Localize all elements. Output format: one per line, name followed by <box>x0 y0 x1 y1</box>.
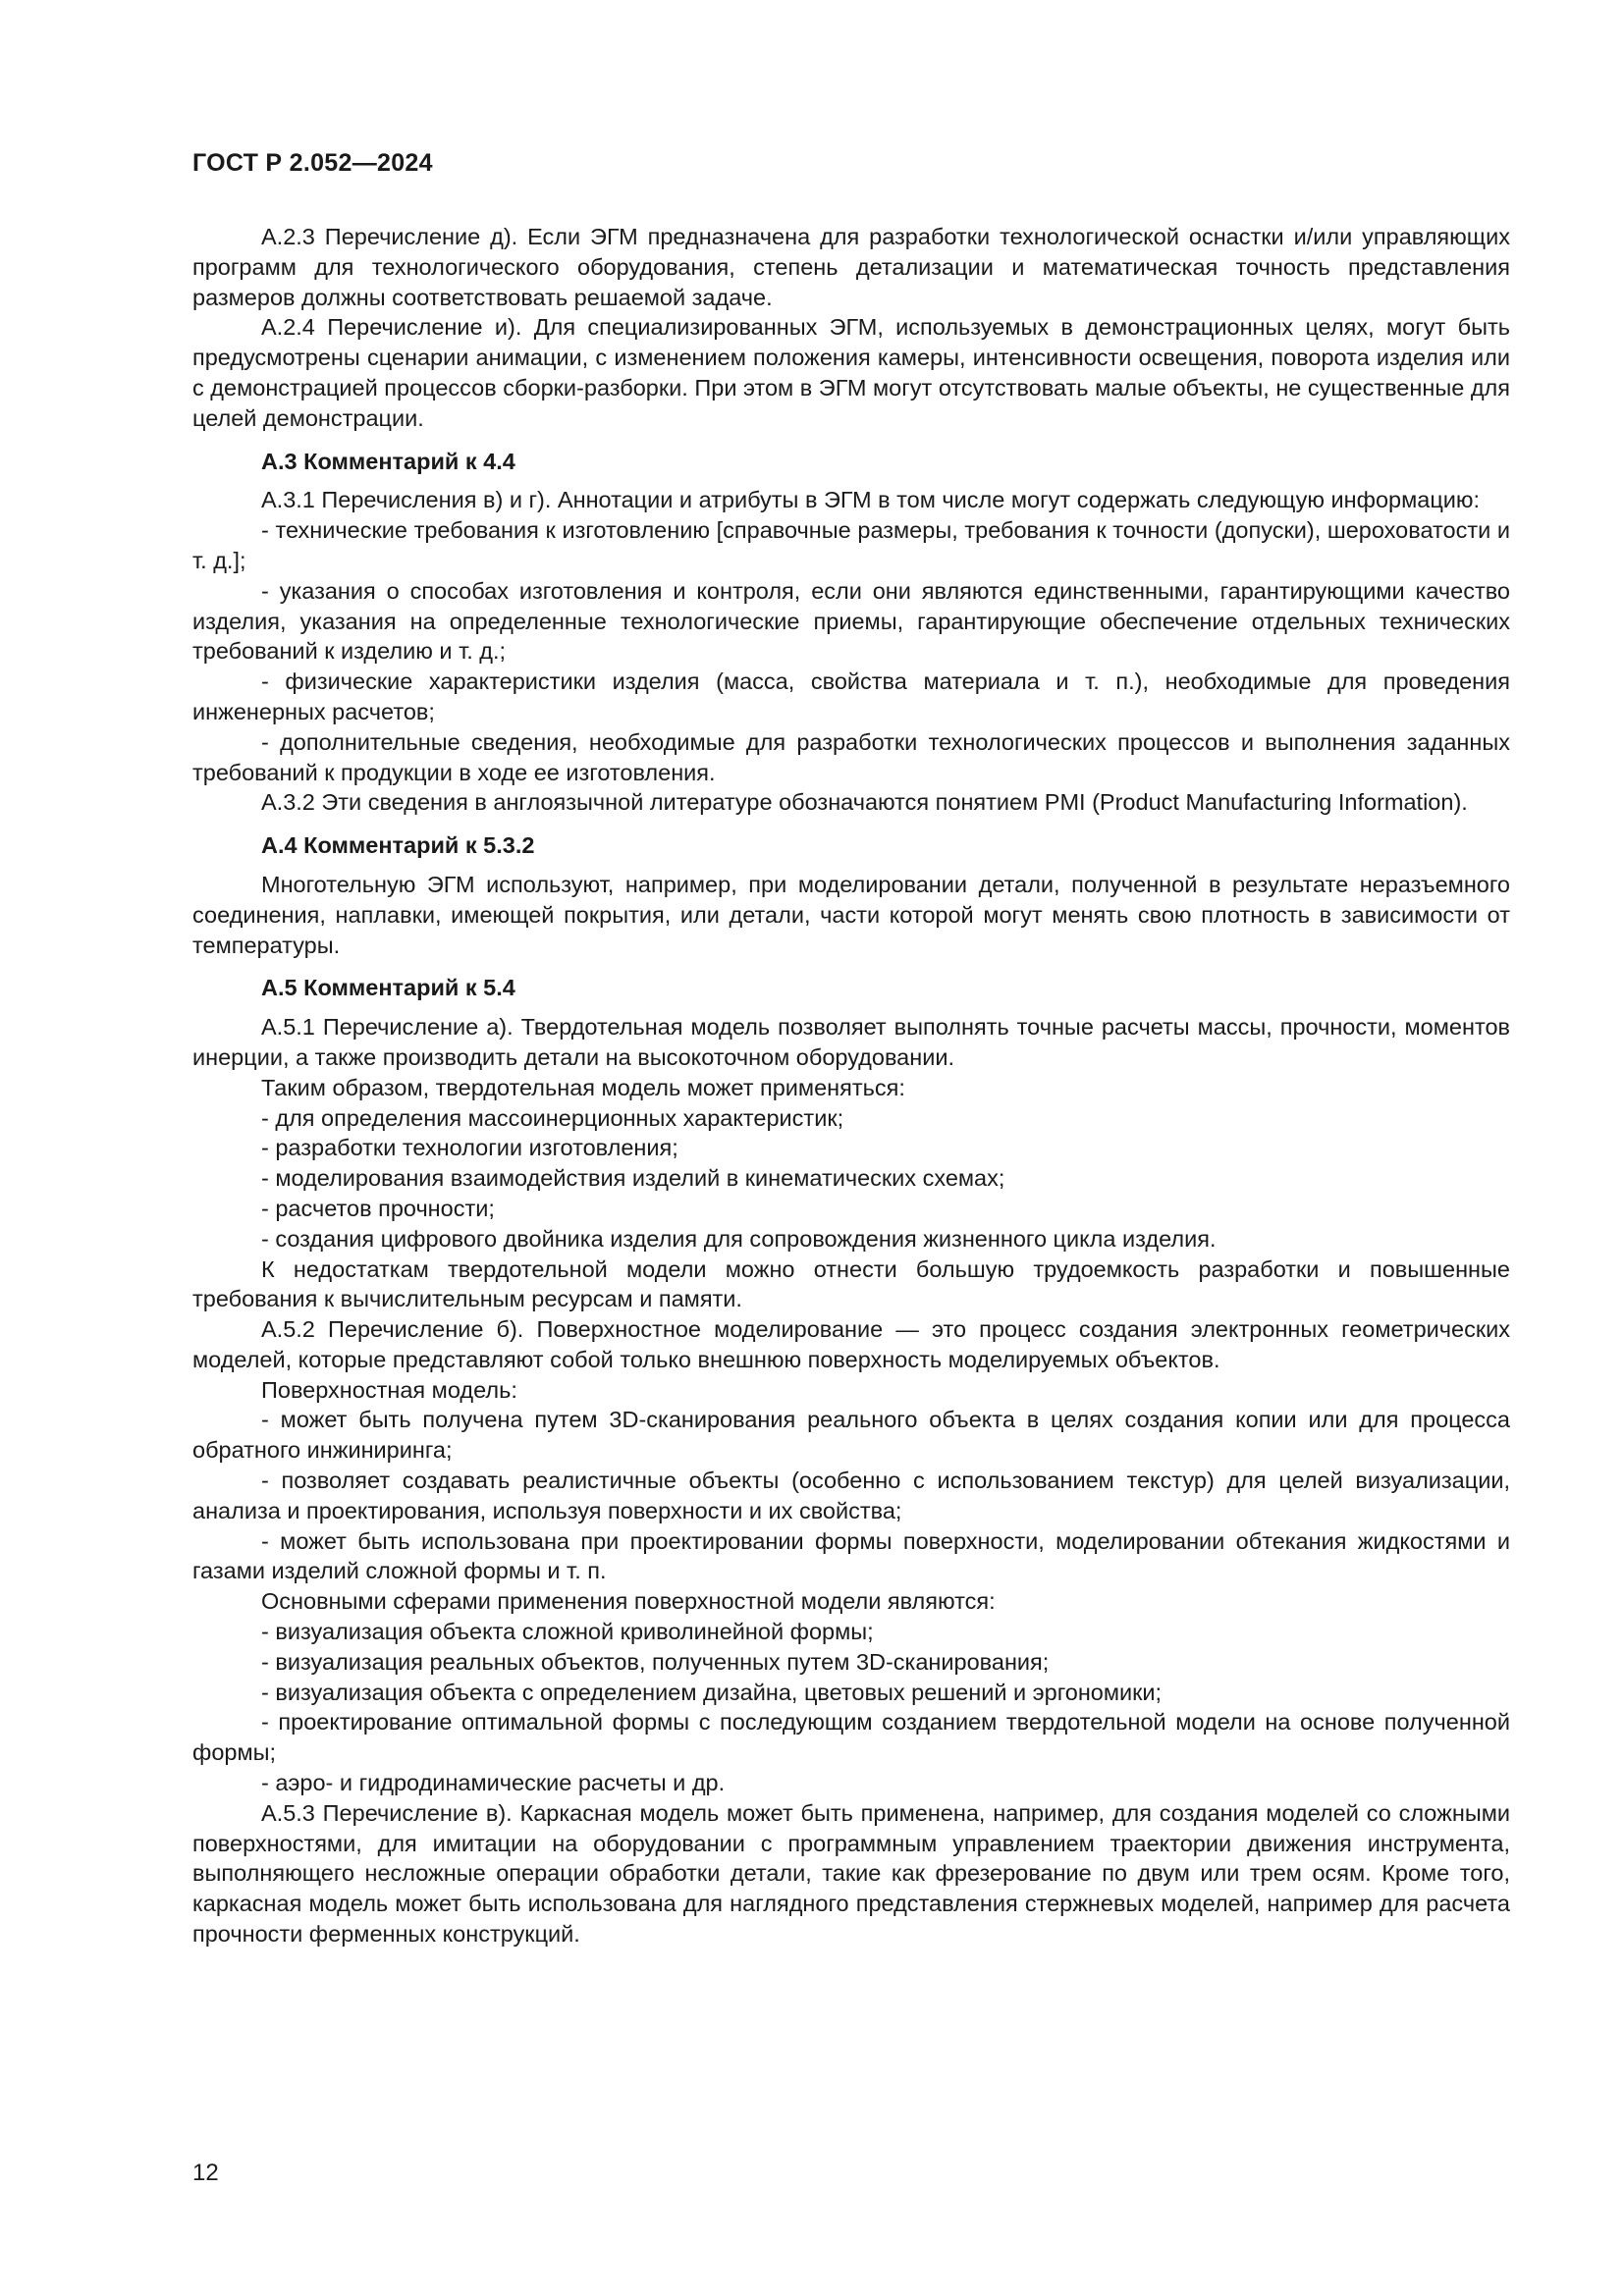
document-body <box>192 222 1510 1949</box>
paragraph: Таким образом, твердотельная модель может применяться: <box>261 1074 905 1100</box>
paragraph: А.2.3 Перечисление д). Если ЭГМ предназначена для разработки технологической оснастки и/или управляющих программ для технологического оборудования, степень детализации и математическая точность представления размеров должны соответствовать решаемой задаче. <box>192 224 1510 310</box>
section-heading: А.3 Комментарий к 4.4 <box>261 448 515 474</box>
list-item: - для определения массоинерционных характеристик; <box>261 1104 844 1131</box>
paragraph: К недостаткам твердотельной модели можно отнести большую трудоемкость разработки и повышенные требования к вычислительным ресурсам и памяти. <box>192 1255 1510 1312</box>
list-item: - технические требования к изготовлению [справочные размеры, требования к точности (допуски), шероховатости и т. д.]; <box>192 517 1510 573</box>
list-item: - может быть получена путем 3D-сканирования реального объекта в целях создания копии или для процесса обратного инжиниринга; <box>192 1407 1510 1464</box>
list-item: - разработки технологии изготовления; <box>261 1135 678 1161</box>
page-number: 12 <box>192 2160 219 2186</box>
section-heading: А.4 Комментарий к 5.3.2 <box>261 832 535 859</box>
paragraph: Основными сферами применения поверхностной модели являются: <box>261 1588 996 1615</box>
list-item: - аэро- и гидродинамические расчеты и др. <box>261 1770 726 1796</box>
paragraph: А.5.3 Перечисление в). Каркасная модель может быть применена, например, для создания моделей со сложными поверхностями, для имитации на оборудовании с программным управлением траектории движения инструмента, выполняющего несложные операции обработки детали, такие как фрезерование по двум или трем осям. Кроме того, каркасная модель может быть использована для наглядного представления стержневых моделей, например для расчета прочности ферменных конструкций. <box>192 1799 1510 1948</box>
document-header: ГОСТ Р 2.052—2024 <box>192 149 433 177</box>
list-item: - позволяет создавать реалистичные объекты (особенно с использованием текстур) для целей визуализации, анализа и проектирования, используя поверхности и их свойства; <box>192 1468 1510 1523</box>
list-item: - расчетов прочности; <box>261 1195 495 1221</box>
paragraph: А.3.1 Перечисления в) и г). Аннотации и атрибуты в ЭГМ в том числе могут содержать следующую информацию: <box>261 487 1481 513</box>
section-heading: А.5 Комментарий к 5.4 <box>261 975 515 1001</box>
list-item: - может быть использована при проектировании формы поверхности, моделировании обтекания жидкостями и газами изделий сложной формы и т. п. <box>192 1527 1510 1584</box>
list-item: - физические характеристики изделия (масса, свойства материала и т. п.), необходимые для проведения инженерных расчетов; <box>192 668 1510 724</box>
list-item: - моделирования взаимодействия изделий в кинематических схемах; <box>261 1165 1005 1192</box>
list-item: - визуализация объекта с определением дизайна, цветовых решений и эргономики; <box>261 1679 1163 1705</box>
paragraph: Многотельную ЭГМ используют, например, при моделировании детали, полученной в результате неразъемного соединения, наплавки, имеющей покрытия, или детали, части которой могут менять свою плотность в зависимости от температуры. <box>192 871 1510 958</box>
paragraph: А.5.1 Перечисление а). Твердотельная модель позволяет выполнять точные расчеты массы, прочности, моментов инерции, а также производить детали на высокоточном оборудовании. <box>192 1014 1510 1070</box>
list-item: - указания о способах изготовления и контроля, если они являются единственными, гарантирующими качество изделия, указания на определенные технологические приемы, гарантирующие обеспечение отдельных технических требований к изделию и т. д.; <box>192 577 1510 665</box>
list-item: - создания цифрового двойника изделия для сопровождения жизненного цикла изделия. <box>261 1225 1217 1252</box>
list-item: - визуализация реальных объектов, полученных путем 3D-сканирования; <box>261 1648 1050 1675</box>
paragraph: А.5.2 Перечисление б). Поверхностное моделирование — это процесс создания электронных геометрических моделей, которые представляют собой только внешнюю поверхность моделируемых объектов. <box>192 1316 1510 1372</box>
list-item: - проектирование оптимальной формы с последующим созданием твердотельной модели на основе полученной формы; <box>192 1709 1510 1766</box>
list-item: - дополнительные сведения, необходимые для разработки технологических процессов и выполнения заданных требований к продукции в ходе ее изготовления. <box>192 728 1510 785</box>
paragraph: Поверхностная модель: <box>261 1376 517 1403</box>
list-item: - визуализация объекта сложной криволинейной формы; <box>261 1619 874 1645</box>
paragraph: А.3.2 Эти сведения в англоязычной литературе обозначаются понятием PMI (Product Manufacturing Information). <box>261 789 1468 816</box>
paragraph: А.2.4 Перечисление и). Для специализированных ЭГМ, используемых в демонстрационных целях, могут быть предусмотрены сценарии анимации, с изменением положения камеры, интенсивности освещения, поворота изделия или с демонстрацией процессов сборки-разборки. При этом в ЭГМ могут отсутствовать малые объекты, не существенные для целей демонстрации. <box>192 314 1510 431</box>
